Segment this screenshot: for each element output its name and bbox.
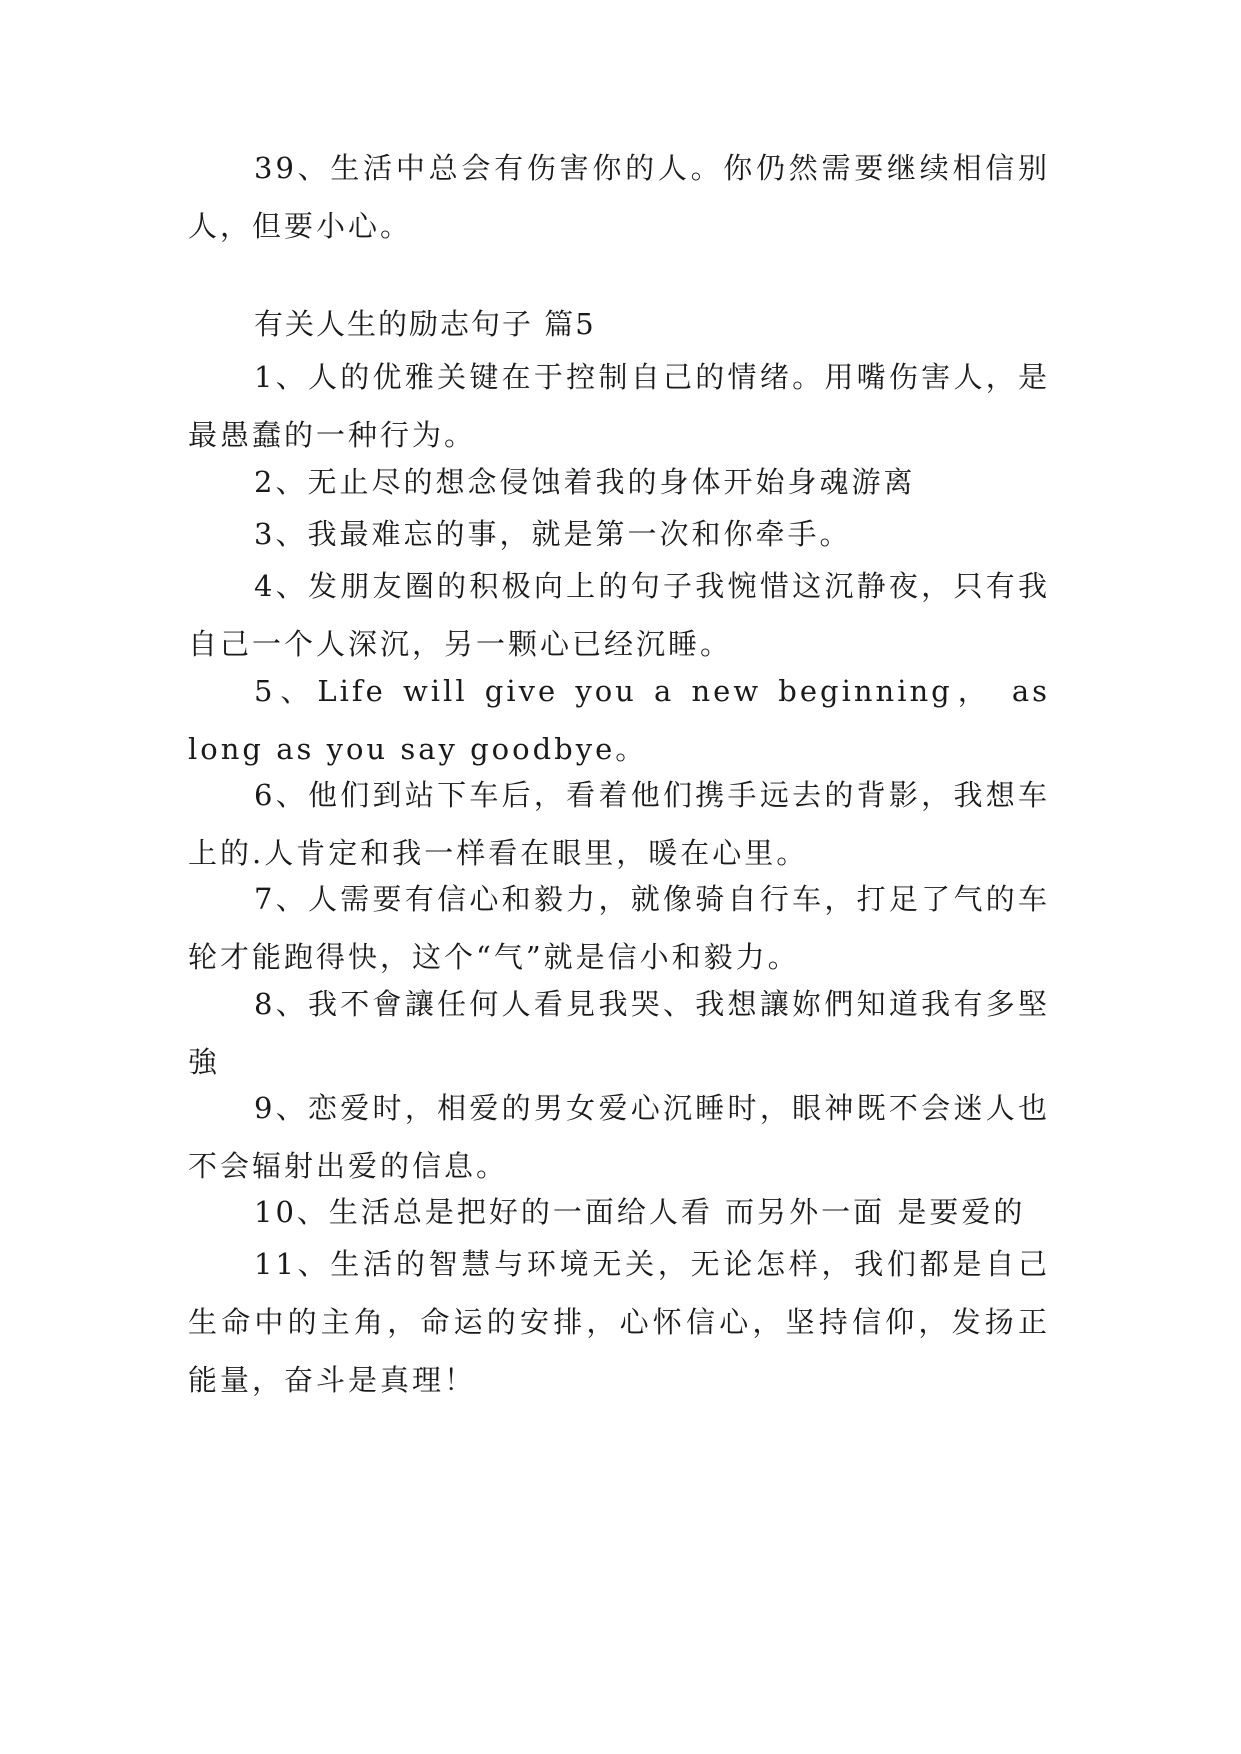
paragraph-item-2: 2、无止尽的想念侵蚀着我的身体开始身魂游离 [254,465,916,499]
paragraph-item-4: 4、发朋友圈的积极向上的句子我惋惜这沉静夜，只有我自己一个人深沉，另一颗心已经沉睡。 [188,569,1050,661]
paragraph-item-7: 7、人需要有信心和毅力，就像骑自行车，打足了气的车轮才能跑得快，这个“气”就是信小和毅力。 [188,882,1050,974]
section-heading: 有关人生的励志句子 篇5 [254,307,596,341]
paragraph-item-3: 3、我最难忘的事，就是第一次和你牵手。 [254,517,852,551]
paragraph-39: 39、生活中总会有伤害你的人。你仍然需要继续相信别人，但要小心。 [188,151,1050,243]
paragraph-item-1: 1、人的优雅关键在于控制自己的情绪。用嘴伤害人，是最愚蠢的一种行为。 [188,360,1050,452]
document-page [188,0,1050,1754]
paragraph-item-6: 6、他们到站下车后，看着他们携手远去的背影，我想车上的.人肯定和我一样看在眼里，暖在心里。 [188,778,1050,870]
paragraph-item-5: 5、Life will give you a new beginning， as long as you say goodbye。 [188,674,1050,766]
paragraph-item-9: 9、恋爱时，相爱的男女爱心沉睡时，眼神既不会迷人也不会辐射出爱的信息。 [188,1091,1050,1183]
paragraph-item-11: 11、生活的智慧与环境无关，无论怎样，我们都是自己生命中的主角，命运的安排，心怀信心，坚持信仰，发扬正能量，奋斗是真理！ [188,1247,1050,1397]
paragraph-item-10: 10、生活总是把好的一面给人看 而另外一面 是要爱的 [254,1195,1026,1229]
paragraph-item-8: 8、我不會讓任何人看見我哭、我想讓妳們知道我有多堅強 [188,987,1050,1079]
